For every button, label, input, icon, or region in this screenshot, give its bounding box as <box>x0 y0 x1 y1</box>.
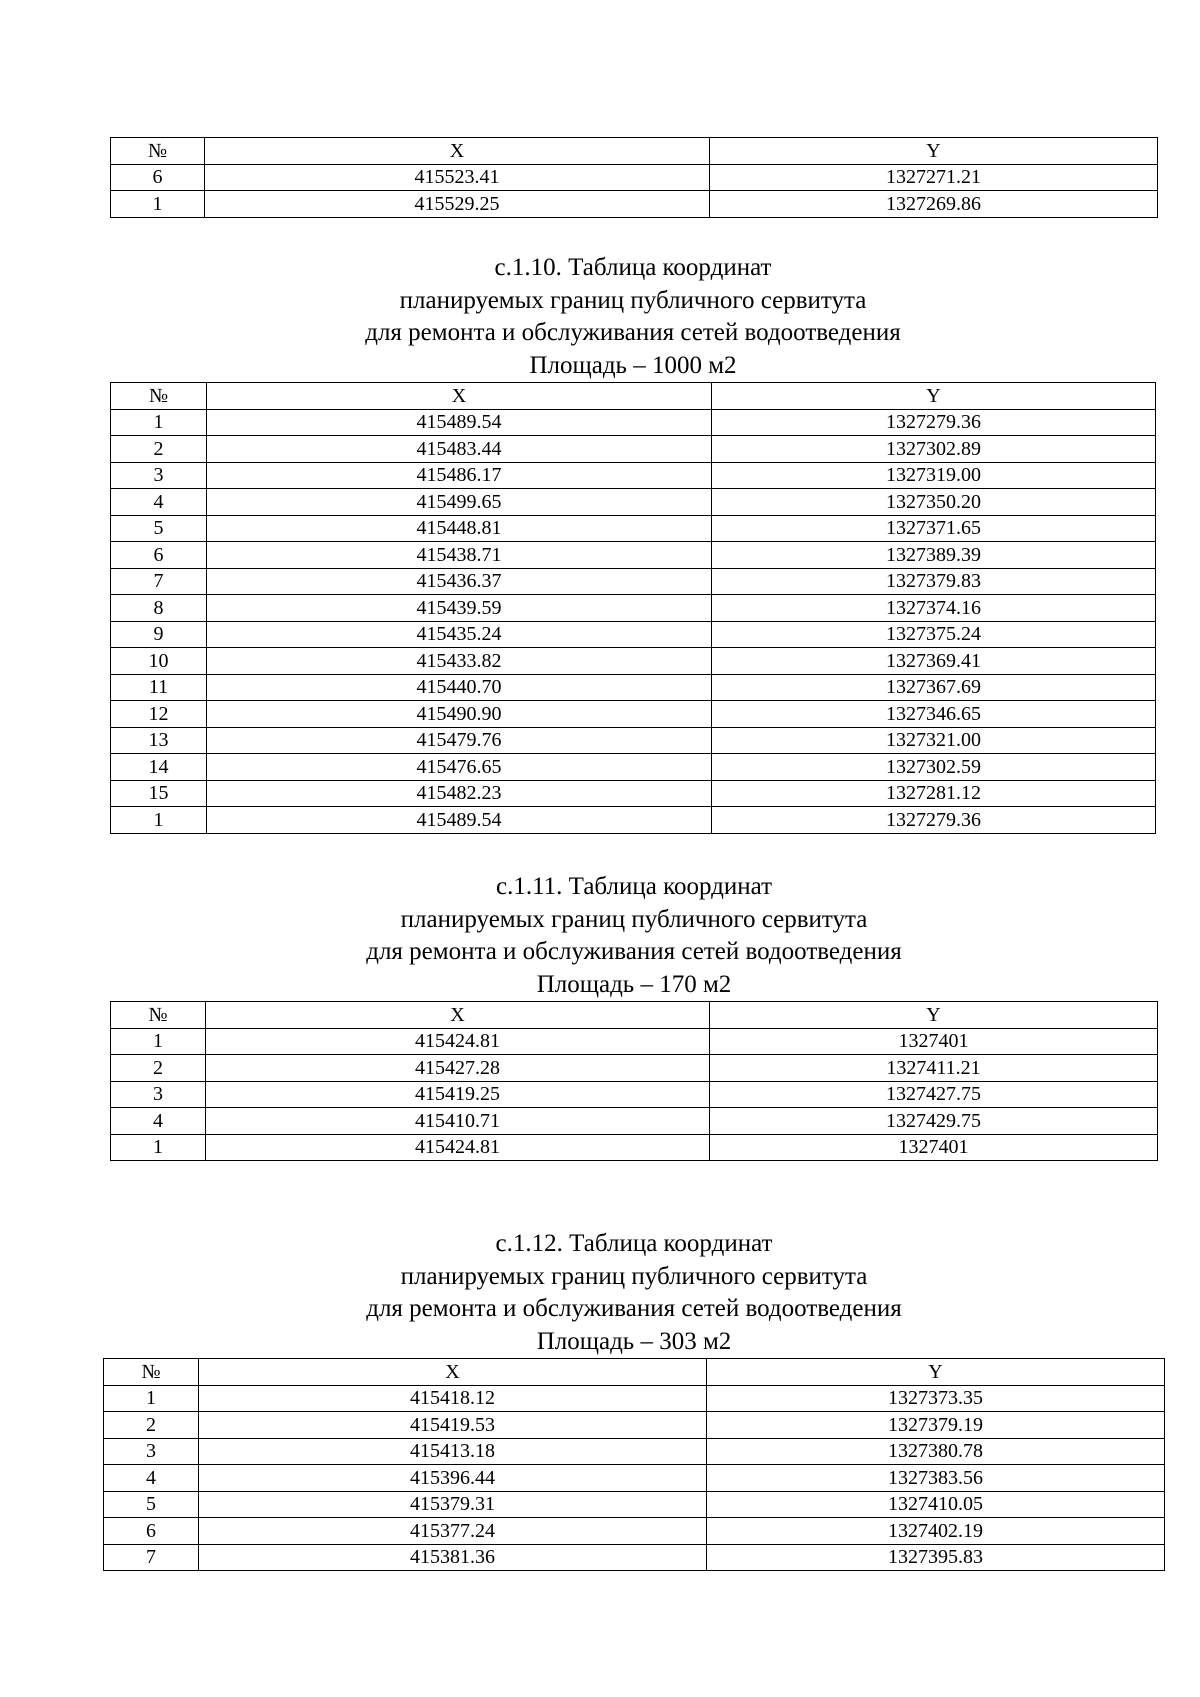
point-number-cell: 3 <box>104 1438 199 1465</box>
section-subtitle: планируемых границ публичного сервитута <box>400 905 868 933</box>
coordinates-table <box>103 1358 1165 1571</box>
x-coordinate-cell: 415433.82 <box>207 648 712 675</box>
point-number-cell: 1 <box>111 1028 206 1055</box>
x-coordinate-cell: 415424.81 <box>206 1028 710 1055</box>
table-header-row <box>111 383 1156 410</box>
x-coordinate-cell: 415499.65 <box>207 489 712 516</box>
table-section-c1-10 <box>110 252 1156 834</box>
table-row <box>111 462 1156 489</box>
table-row <box>104 1438 1165 1465</box>
x-coordinate-cell: 415381.36 <box>199 1544 707 1571</box>
y-coordinate-cell: 1327271.21 <box>710 164 1158 191</box>
point-number-cell: 6 <box>111 164 205 191</box>
point-number-cell: 7 <box>104 1544 199 1571</box>
x-coordinate-cell: 415436.37 <box>207 568 712 595</box>
area-label: Площадь – 303 м2 <box>536 1327 732 1355</box>
table-row <box>104 1385 1165 1412</box>
section-subtitle: планируемых границ публичного сервитута <box>399 286 867 314</box>
x-coordinate-cell: 415418.12 <box>199 1385 707 1412</box>
y-coordinate-cell: 1327427.75 <box>710 1081 1158 1108</box>
table-row <box>111 164 1158 191</box>
y-coordinate-cell: 1327380.78 <box>707 1438 1165 1465</box>
table-row <box>111 621 1156 648</box>
table-row <box>111 1028 1158 1055</box>
point-number-cell: 1 <box>104 1385 199 1412</box>
section-heading <box>103 1228 1165 1358</box>
point-number-cell: 2 <box>111 1055 206 1082</box>
x-coordinate-cell: 415438.71 <box>207 542 712 569</box>
point-number-cell: 14 <box>111 754 207 781</box>
table-section-continued <box>110 137 1158 218</box>
y-coordinate-cell: 1327402.19 <box>707 1518 1165 1545</box>
number-column-header: № <box>104 1359 199 1386</box>
point-number-cell: 1 <box>111 807 207 834</box>
x-coordinate-cell: 415489.54 <box>207 409 712 436</box>
table-section-c1-11 <box>110 871 1158 1161</box>
point-number-cell: 4 <box>104 1465 199 1492</box>
y-coordinate-cell: 1327279.36 <box>712 409 1156 436</box>
point-number-cell: 8 <box>111 595 207 622</box>
x-coordinate-cell: 415413.18 <box>199 1438 707 1465</box>
table-row <box>111 648 1156 675</box>
x-coordinate-cell: 415439.59 <box>207 595 712 622</box>
x-coordinate-cell: 415396.44 <box>199 1465 707 1492</box>
y-coordinate-cell: 1327371.65 <box>712 515 1156 542</box>
y-coordinate-cell: 1327395.83 <box>707 1544 1165 1571</box>
section-title: с.1.12. Таблица координат <box>495 1230 773 1257</box>
number-column-header: № <box>111 138 205 165</box>
y-coordinate-cell: 1327369.41 <box>712 648 1156 675</box>
table-header-row <box>104 1359 1165 1386</box>
y-coordinate-cell: 1327389.39 <box>712 542 1156 569</box>
table-row <box>104 1518 1165 1545</box>
y-column-header: Y <box>710 1002 1158 1029</box>
y-coordinate-cell: 1327281.12 <box>712 780 1156 807</box>
table-row <box>104 1465 1165 1492</box>
x-coordinate-cell: 415486.17 <box>207 462 712 489</box>
x-coordinate-cell: 415377.24 <box>199 1518 707 1545</box>
y-column-header: Y <box>710 138 1158 165</box>
y-coordinate-cell: 1327269.86 <box>710 191 1158 218</box>
point-number-cell: 2 <box>111 436 207 463</box>
point-number-cell: 3 <box>111 462 207 489</box>
y-coordinate-cell: 1327410.05 <box>707 1491 1165 1518</box>
x-coordinate-cell: 415440.70 <box>207 674 712 701</box>
point-number-cell: 1 <box>111 409 207 436</box>
table-row <box>111 1055 1158 1082</box>
x-coordinate-cell: 415483.44 <box>207 436 712 463</box>
coordinates-table <box>110 137 1158 218</box>
point-number-cell: 3 <box>111 1081 206 1108</box>
point-number-cell: 4 <box>111 489 207 516</box>
y-coordinate-cell: 1327379.83 <box>712 568 1156 595</box>
section-title: с.1.10. Таблица координат <box>494 254 772 281</box>
x-coordinate-cell: 415482.23 <box>207 780 712 807</box>
section-subtitle: для ремонта и обслуживания сетей водоотведения <box>366 1295 902 1322</box>
table-section-c1-12 <box>103 1228 1165 1571</box>
x-coordinate-cell: 415489.54 <box>207 807 712 834</box>
area-label: Площадь – 1000 м2 <box>529 351 737 379</box>
y-coordinate-cell: 1327279.36 <box>712 807 1156 834</box>
point-number-cell: 9 <box>111 621 207 648</box>
number-column-header: № <box>111 1002 206 1029</box>
y-coordinate-cell: 1327411.21 <box>710 1055 1158 1082</box>
table-row <box>111 489 1156 516</box>
x-coordinate-cell: 415523.41 <box>205 164 710 191</box>
table-row <box>111 727 1156 754</box>
x-coordinate-cell: 415419.53 <box>199 1412 707 1439</box>
x-coordinate-cell: 415490.90 <box>207 701 712 728</box>
section-subtitle: планируемых границ публичного сервитута <box>400 1262 868 1290</box>
x-coordinate-cell: 415479.76 <box>207 727 712 754</box>
x-coordinate-cell: 415476.65 <box>207 754 712 781</box>
table-row <box>111 754 1156 781</box>
point-number-cell: 12 <box>111 701 207 728</box>
y-coordinate-cell: 1327429.75 <box>710 1108 1158 1135</box>
y-coordinate-cell: 1327346.65 <box>712 701 1156 728</box>
table-row <box>104 1491 1165 1518</box>
point-number-cell: 1 <box>111 191 205 218</box>
table-row <box>111 515 1156 542</box>
y-coordinate-cell: 1327401 <box>710 1134 1158 1161</box>
point-number-cell: 11 <box>111 674 207 701</box>
point-number-cell: 5 <box>111 515 207 542</box>
point-number-cell: 13 <box>111 727 207 754</box>
table-row <box>111 1134 1158 1161</box>
y-coordinate-cell: 1327302.89 <box>712 436 1156 463</box>
point-number-cell: 1 <box>111 1134 206 1161</box>
section-subtitle: для ремонта и обслуживания сетей водоотведения <box>366 938 902 965</box>
section-title: с.1.11. Таблица координат <box>496 873 772 900</box>
y-coordinate-cell: 1327375.24 <box>712 621 1156 648</box>
table-row <box>111 674 1156 701</box>
x-coordinate-cell: 415379.31 <box>199 1491 707 1518</box>
x-column-header: X <box>199 1359 707 1386</box>
x-coordinate-cell: 415529.25 <box>205 191 710 218</box>
x-column-header: X <box>205 138 710 165</box>
coordinates-table <box>110 382 1156 834</box>
y-coordinate-cell: 1327321.00 <box>712 727 1156 754</box>
table-header-row <box>111 1002 1158 1029</box>
y-coordinate-cell: 1327379.19 <box>707 1412 1165 1439</box>
y-coordinate-cell: 1327319.00 <box>712 462 1156 489</box>
coordinates-table <box>110 1001 1158 1161</box>
point-number-cell: 15 <box>111 780 207 807</box>
x-coordinate-cell: 415448.81 <box>207 515 712 542</box>
table-row <box>111 595 1156 622</box>
y-coordinate-cell: 1327374.16 <box>712 595 1156 622</box>
section-heading <box>110 871 1158 1001</box>
table-row <box>111 542 1156 569</box>
y-coordinate-cell: 1327367.69 <box>712 674 1156 701</box>
x-coordinate-cell: 415427.28 <box>206 1055 710 1082</box>
x-coordinate-cell: 415419.25 <box>206 1081 710 1108</box>
table-row <box>111 807 1156 834</box>
point-number-cell: 6 <box>111 542 207 569</box>
x-coordinate-cell: 415435.24 <box>207 621 712 648</box>
point-number-cell: 7 <box>111 568 207 595</box>
table-row <box>111 436 1156 463</box>
point-number-cell: 2 <box>104 1412 199 1439</box>
x-column-header: X <box>207 383 712 410</box>
y-coordinate-cell: 1327401 <box>710 1028 1158 1055</box>
x-coordinate-cell: 415410.71 <box>206 1108 710 1135</box>
section-subtitle: для ремонта и обслуживания сетей водоотведения <box>365 319 901 346</box>
point-number-cell: 5 <box>104 1491 199 1518</box>
y-coordinate-cell: 1327383.56 <box>707 1465 1165 1492</box>
y-column-header: Y <box>712 383 1156 410</box>
table-row <box>104 1544 1165 1571</box>
point-number-cell: 4 <box>111 1108 206 1135</box>
point-number-cell: 10 <box>111 648 207 675</box>
section-heading <box>110 252 1156 382</box>
table-row <box>104 1412 1165 1439</box>
table-row <box>111 409 1156 436</box>
area-label: Площадь – 170 м2 <box>536 970 732 998</box>
table-row <box>111 780 1156 807</box>
number-column-header: № <box>111 383 207 410</box>
table-row <box>111 568 1156 595</box>
table-row <box>111 701 1156 728</box>
table-row <box>111 191 1158 218</box>
table-row <box>111 1081 1158 1108</box>
y-coordinate-cell: 1327350.20 <box>712 489 1156 516</box>
table-row <box>111 1108 1158 1135</box>
y-coordinate-cell: 1327373.35 <box>707 1385 1165 1412</box>
y-coordinate-cell: 1327302.59 <box>712 754 1156 781</box>
point-number-cell: 6 <box>104 1518 199 1545</box>
y-column-header: Y <box>707 1359 1165 1386</box>
x-column-header: X <box>206 1002 710 1029</box>
table-header-row <box>111 138 1158 165</box>
x-coordinate-cell: 415424.81 <box>206 1134 710 1161</box>
